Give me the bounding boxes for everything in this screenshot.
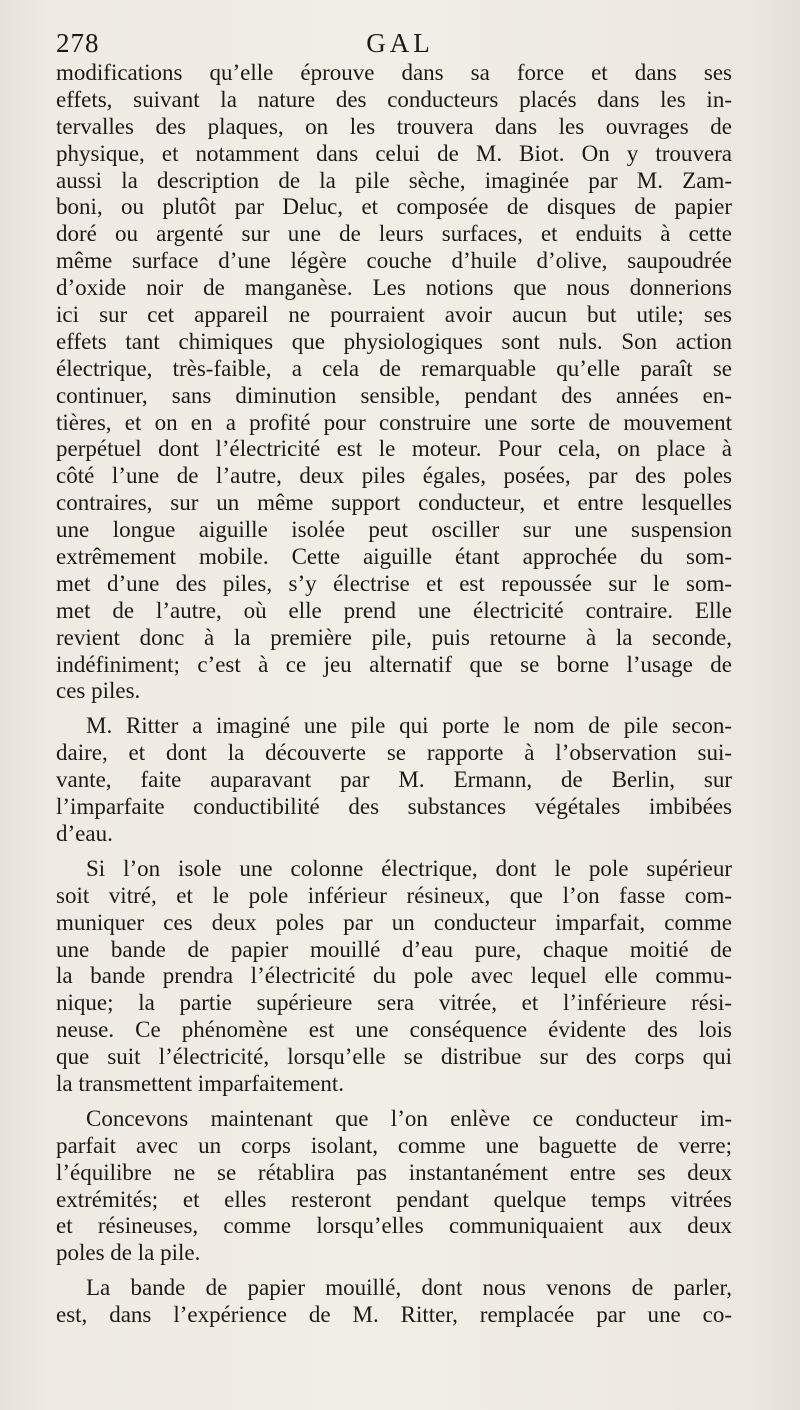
text-line: effets tant chimiques que physiologiques sont nuls. Son action xyxy=(56,328,732,354)
text-line: revient donc à la première pile, puis retourne à la seconde, xyxy=(56,624,732,650)
text-line: soit vitré, et le pole inférieur résineux, que l’on fasse com- xyxy=(56,882,732,908)
text-line: indéfiniment; c’est à ce jeu alternatif que se borne l’usage de xyxy=(56,651,732,677)
text-line: d’oxide noir de manganèse. Les notions que nous donnerions xyxy=(56,275,732,301)
text-line: tervalles des plaques, on les trouvera dans les ouvrages de xyxy=(56,113,732,139)
text-line: une bande de papier mouillé d’eau pure, chaque moitié de xyxy=(56,936,732,962)
text-line: physique, et notamment dans celui de M. Biot. On y trouvera xyxy=(56,140,732,166)
text-line: continuer, sans diminution sensible, pendant des années en- xyxy=(56,382,732,408)
text-line: d’eau. xyxy=(56,820,113,846)
text-line: extrêmement mobile. Cette aiguille étant approchée du som- xyxy=(56,544,732,570)
paragraph xyxy=(56,856,732,1098)
text-line: tières, et on en a profité pour construire une sorte de mouvement xyxy=(56,409,732,435)
paragraph xyxy=(56,713,732,847)
text-line: aussi la description de la pile sèche, imaginée par M. Zam- xyxy=(56,167,732,193)
text-line: électrique, très-faible, a cela de remarquable qu’elle paraît se xyxy=(56,355,732,381)
text-line: daire, et dont la découverte se rapporte à l’observation sui- xyxy=(56,740,732,766)
text-line: une longue aiguille isolée peut osciller sur une suspension xyxy=(56,517,732,543)
text-line: la transmettent imparfaitement. xyxy=(56,1070,345,1096)
text-line: et résineuses, comme lorsqu’elles communiquaient aux deux xyxy=(56,1213,732,1239)
text-line: contraires, sur un même support conducteur, et entre lesquelles xyxy=(56,490,732,516)
text-line: M. Ritter a imaginé une pile qui porte le nom de pile secon- xyxy=(86,713,732,739)
text-line: Si l’on isole une colonne électrique, dont le pole supérieur xyxy=(86,855,732,881)
text-line: muniquer ces deux poles par un conducteur imparfait, comme xyxy=(56,909,732,935)
text-line: Concevons maintenant que l’on enlève ce conducteur im- xyxy=(86,1105,732,1131)
text-line: doré ou argenté sur une de leurs surfaces, et enduits à cette xyxy=(56,221,732,247)
text-line: met d’une des piles, s’y électrise et est repoussée sur le som- xyxy=(56,570,732,596)
text-line: ces piles. xyxy=(56,678,141,704)
text-line: neuse. Ce phénomène est une conséquence évidente des lois xyxy=(56,1017,732,1043)
text-line: perpétuel dont l’électricité est le moteur. Pour cela, on place à xyxy=(56,436,732,462)
text-line: modifications qu’elle éprouve dans sa force et dans ses xyxy=(56,60,732,85)
paragraph xyxy=(56,1106,732,1267)
text-line: poles de la pile. xyxy=(56,1240,201,1266)
text-line: nique; la partie supérieure sera vitrée, et l’inférieure rési- xyxy=(56,990,732,1016)
text-line: boni, ou plutôt par Deluc, et composée de disques de papier xyxy=(56,194,732,220)
paragraph xyxy=(56,1275,732,1329)
text-line: la bande prendra l’électricité du pole avec lequel elle commu- xyxy=(56,963,732,989)
text-line: met de l’autre, où elle prend une électricité contraire. Elle xyxy=(56,597,732,623)
paragraph xyxy=(56,60,732,705)
text-line: même surface d’une légère couche d’huile d’olive, saupoudrée xyxy=(56,248,732,274)
text-line: effets, suivant la nature des conducteurs placés dans les in- xyxy=(56,86,732,112)
body-text xyxy=(56,60,732,1329)
text-line: vante, faite auparavant par M. Ermann, de Berlin, sur xyxy=(56,767,732,793)
text-line: côté l’une de l’autre, deux piles égales, posées, par des poles xyxy=(56,463,732,489)
text-line: extrémités; et elles resteront pendant quelque temps vitrées xyxy=(56,1186,732,1212)
text-line: l’imparfaite conductibilité des substances végétales imbibées xyxy=(56,794,732,820)
text-line: parfait avec un corps isolant, comme une baguette de verre; xyxy=(56,1132,732,1158)
page-header xyxy=(56,28,744,64)
text-line: ici sur cet appareil ne pourraient avoir aucun but utile; ses xyxy=(56,302,732,328)
page-number: 278 xyxy=(56,28,100,58)
running-head: GAL xyxy=(366,28,434,58)
text-line: La bande de papier mouillé, dont nous venons de parler, xyxy=(86,1275,732,1301)
text-line: l’équilibre ne se rétablira pas instantanément entre ses deux xyxy=(56,1159,732,1185)
text-line: est, dans l’expérience de M. Ritter, remplacée par une co- xyxy=(56,1302,732,1328)
text-line: que suit l’électricité, lorsqu’elle se distribue sur des corps qui xyxy=(56,1044,732,1070)
